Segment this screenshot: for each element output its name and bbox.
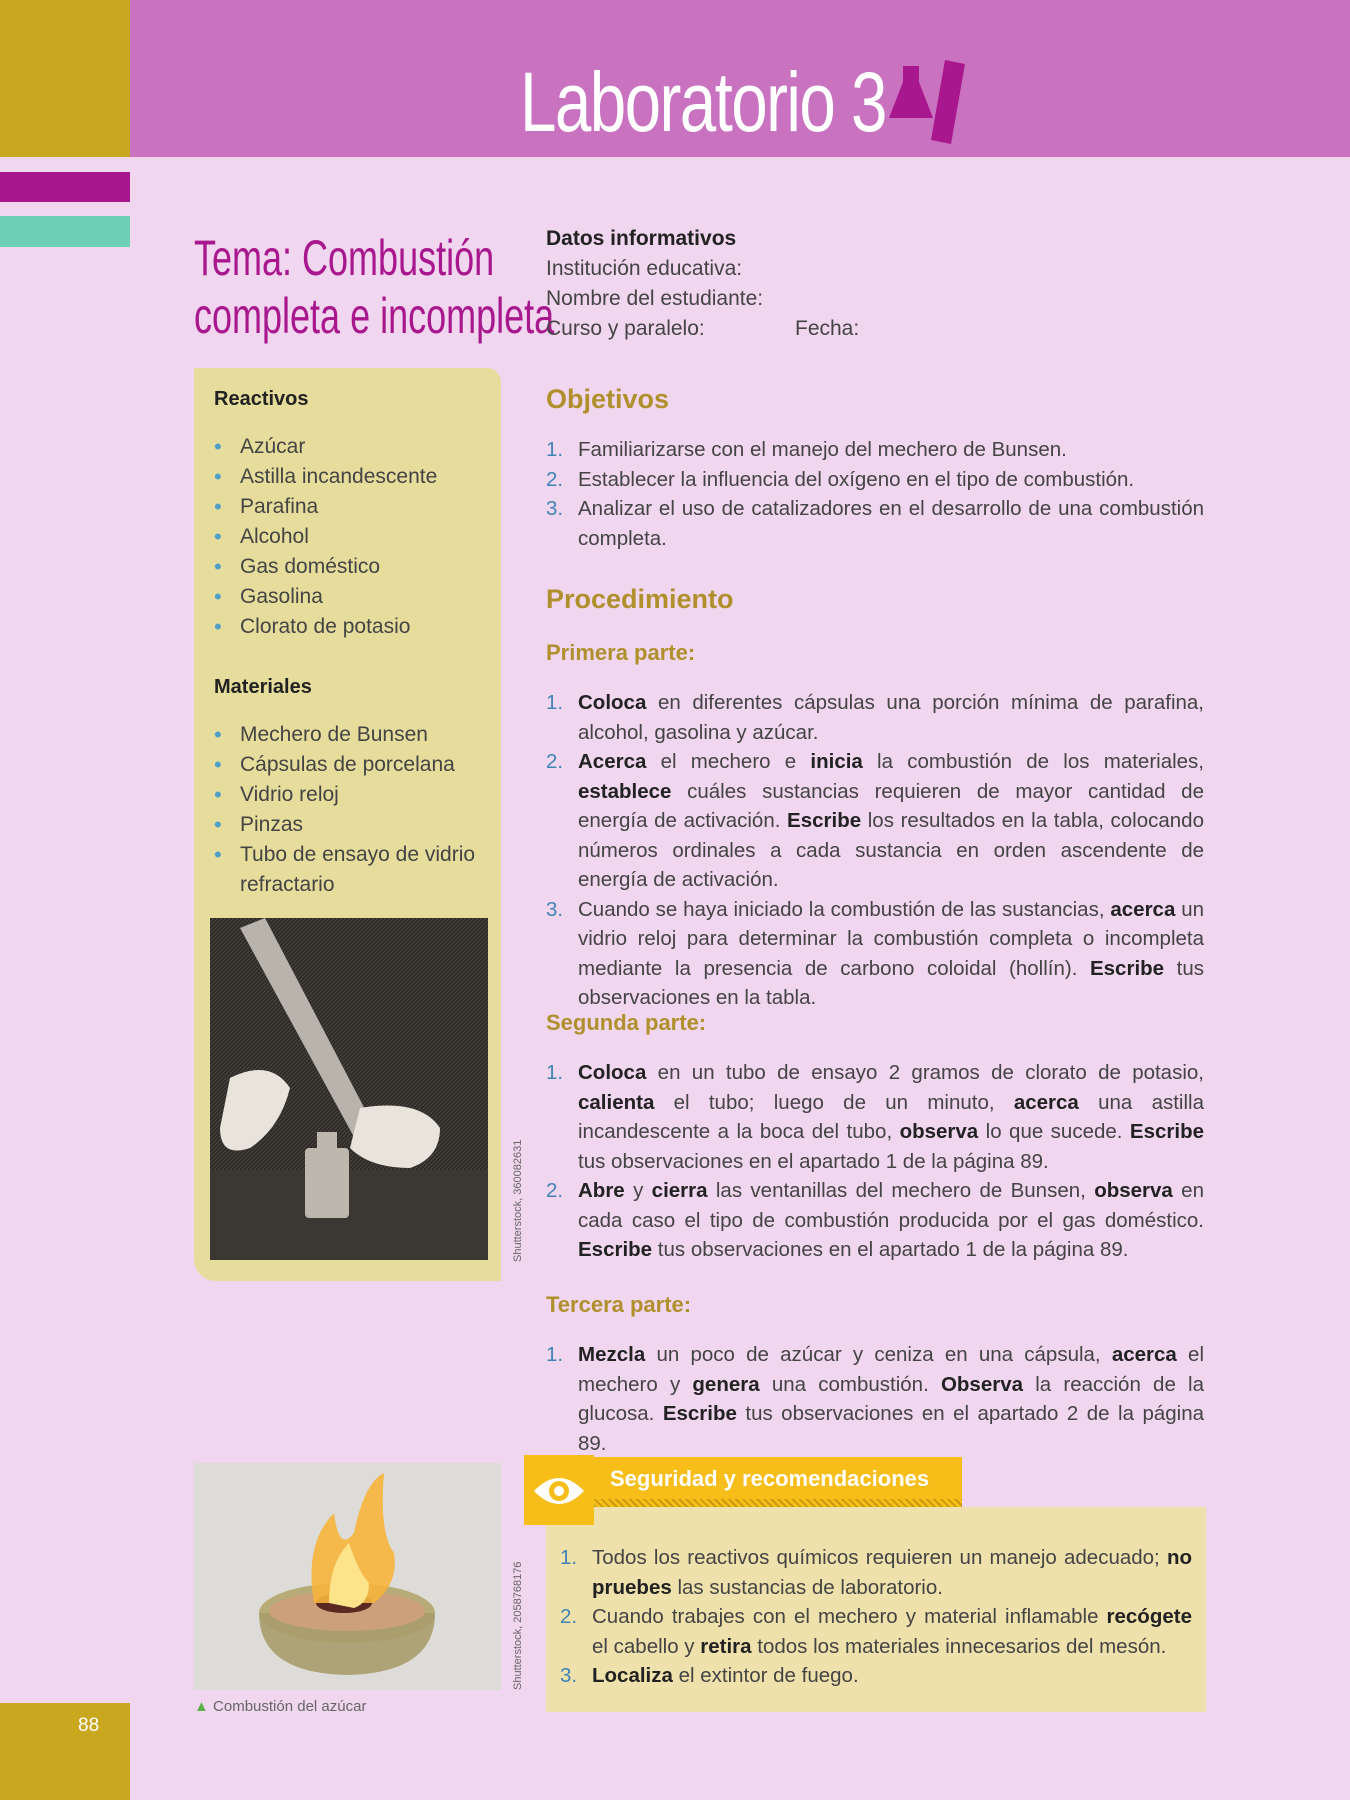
list-item: • Clorato de potasio bbox=[214, 612, 437, 642]
left-gold-bar bbox=[0, 0, 130, 157]
safety-icon-tab bbox=[524, 1455, 594, 1525]
primera-parte-heading: Primera parte: bbox=[546, 640, 696, 665]
topic-title-line1: Tema: Combustión bbox=[194, 230, 495, 286]
list-number: 2. bbox=[546, 750, 564, 773]
list-text: Acerca el mechero e inicia la combustión de los materiales, establece cuáles sustancias requieren de mayor cantidad de energía de activación. Escribe los resultados en la tabla, colocando números ordinales a cada sustancia en orden ascendente de energía de activación. bbox=[578, 750, 1204, 891]
list-text: Localiza el extintor de fuego. bbox=[592, 1664, 859, 1687]
list-item bbox=[546, 747, 1204, 895]
tercera-parte-list bbox=[546, 1340, 1204, 1458]
list-item bbox=[546, 494, 1204, 553]
list-item bbox=[546, 465, 1204, 495]
list-item bbox=[546, 688, 1204, 747]
segunda-parte-heading: Segunda parte: bbox=[546, 1010, 707, 1035]
safety-box bbox=[546, 1507, 1206, 1712]
left-teal-stripe bbox=[0, 216, 130, 247]
procedimiento-heading: Procedimiento bbox=[546, 584, 734, 614]
caption-text: Combustión del azúcar bbox=[213, 1698, 367, 1715]
segunda-parte-list bbox=[546, 1058, 1204, 1265]
list-text: Cuando trabajes con el mechero y material inflamable recógete el cabello y retira todos los materiales innecesarios del mesón. bbox=[592, 1605, 1192, 1658]
left-gold-footer bbox=[0, 1703, 130, 1800]
topic-title bbox=[194, 230, 555, 345]
datos-institucion: Institución educativa: bbox=[546, 257, 743, 280]
page-title: Laboratorio 3 bbox=[520, 55, 886, 149]
reactivos-heading: Reactivos bbox=[214, 388, 309, 410]
list-item: • Pinzas bbox=[214, 810, 484, 840]
list-number: 2. bbox=[560, 1605, 578, 1628]
list-item: • Vidrio reloj bbox=[214, 780, 484, 810]
list-item: • Tubo de ensayo de vidrio refractario bbox=[214, 840, 484, 900]
photo-credit-2: Shutterstock, 2058768176 bbox=[512, 1561, 524, 1690]
list-text: Mezcla un poco de azúcar y ceniza en una cápsula, acerca el mechero y genera una combustión. Observa la reacción de la glucosa. Escribe tus observaciones en el apartado 2 de la página 89. bbox=[578, 1343, 1205, 1455]
list-number: 3. bbox=[560, 1664, 578, 1687]
datos-curso: Curso y paralelo: bbox=[546, 317, 705, 340]
list-item bbox=[546, 1058, 1204, 1176]
list-number: 2. bbox=[546, 467, 564, 491]
list-item bbox=[560, 1661, 1192, 1691]
list-item: • Astilla incandescente bbox=[214, 462, 437, 492]
list-item: • Gas doméstico bbox=[214, 552, 437, 582]
list-item: • Alcohol bbox=[214, 522, 437, 552]
list-text: Familiarizarse con el manejo del mechero de Bunsen. bbox=[578, 438, 1067, 461]
list-item bbox=[560, 1543, 1192, 1602]
list-item bbox=[546, 435, 1204, 465]
list-number: 1. bbox=[546, 691, 564, 714]
tercera-parte-heading: Tercera parte: bbox=[546, 1292, 692, 1317]
topic-title-line2: completa e incompleta bbox=[194, 287, 555, 344]
reactivos-list bbox=[214, 432, 437, 642]
test-tube-engraving-image bbox=[210, 918, 488, 1260]
objetivos-list bbox=[546, 435, 1204, 553]
datos-nombre: Nombre del estudiante: bbox=[546, 287, 764, 310]
list-item bbox=[546, 1340, 1204, 1458]
sugar-combustion-image bbox=[194, 1463, 501, 1690]
list-number: 1. bbox=[546, 438, 564, 461]
list-number: 1. bbox=[546, 1343, 564, 1366]
list-text: Analizar el uso de catalizadores en el desarrollo de una combustión completa. bbox=[578, 497, 1204, 550]
safety-stripe bbox=[594, 1499, 962, 1507]
list-number: 1. bbox=[560, 1546, 578, 1569]
seguridad-list bbox=[560, 1543, 1192, 1691]
list-item: • Cápsulas de porcelana bbox=[214, 750, 484, 780]
list-text: Abre y cierra las ventanillas del mechero de Bunsen, observa en cada caso el tipo de combustión producida por el gas doméstico. Escribe tus observaciones en el apartado 1 de la página 89. bbox=[578, 1179, 1204, 1261]
eye-icon bbox=[524, 1455, 594, 1525]
list-number: 3. bbox=[546, 897, 564, 921]
list-text: Cuando se haya iniciado la combustión de las sustancias, acerca un vidrio reloj para determinar la combustión completa o incompleta mediante la presencia de carbono coloidal (hollín). Escribe tus observaciones en la tabla. bbox=[578, 897, 1205, 1009]
list-item: • Gasolina bbox=[214, 582, 437, 612]
materiales-list bbox=[214, 720, 484, 900]
list-item: • Azúcar bbox=[214, 432, 437, 462]
list-text: Establecer la influencia del oxígeno en el tipo de combustión. bbox=[578, 467, 1135, 491]
image-caption bbox=[194, 1698, 366, 1715]
flask-icon bbox=[885, 58, 985, 148]
page-number: 88 bbox=[78, 1715, 100, 1736]
list-text: Coloca en un tubo de ensayo 2 gramos de clorato de potasio, calienta el tubo; luego de un minuto, acerca una astilla incandescente a la boca del tubo, observa lo que sucede. Escribe tus observaciones en el apartado 1 de la página 89. bbox=[578, 1061, 1204, 1173]
list-number: 2. bbox=[546, 1179, 564, 1202]
caption-triangle-icon: ▲ bbox=[194, 1698, 209, 1715]
datos-fecha: Fecha: bbox=[795, 317, 860, 340]
objetivos-heading: Objetivos bbox=[546, 384, 670, 414]
safety-heading: Seguridad y recomendaciones bbox=[594, 1457, 962, 1501]
list-number: 1. bbox=[546, 1061, 564, 1084]
list-item: • Mechero de Bunsen bbox=[214, 720, 484, 750]
materiales-heading: Materiales bbox=[214, 676, 312, 698]
list-number: 3. bbox=[546, 497, 564, 520]
primera-parte-list bbox=[546, 688, 1204, 1013]
datos-informativos bbox=[546, 224, 860, 344]
list-item bbox=[546, 895, 1204, 1013]
list-item bbox=[560, 1602, 1192, 1661]
datos-heading: Datos informativos bbox=[546, 227, 737, 250]
list-text: Coloca en diferentes cápsulas una porción mínima de parafina, alcohol, gasolina y azúcar. bbox=[578, 691, 1204, 744]
list-item bbox=[546, 1176, 1204, 1265]
list-text: Todos los reactivos químicos requieren un manejo adecuado; no pruebes las sustancias de laboratorio. bbox=[592, 1546, 1192, 1599]
left-magenta-stripe bbox=[0, 172, 130, 202]
photo-credit-1: Shutterstock, 360082631 bbox=[512, 1139, 524, 1262]
list-item: • Parafina bbox=[214, 492, 437, 522]
